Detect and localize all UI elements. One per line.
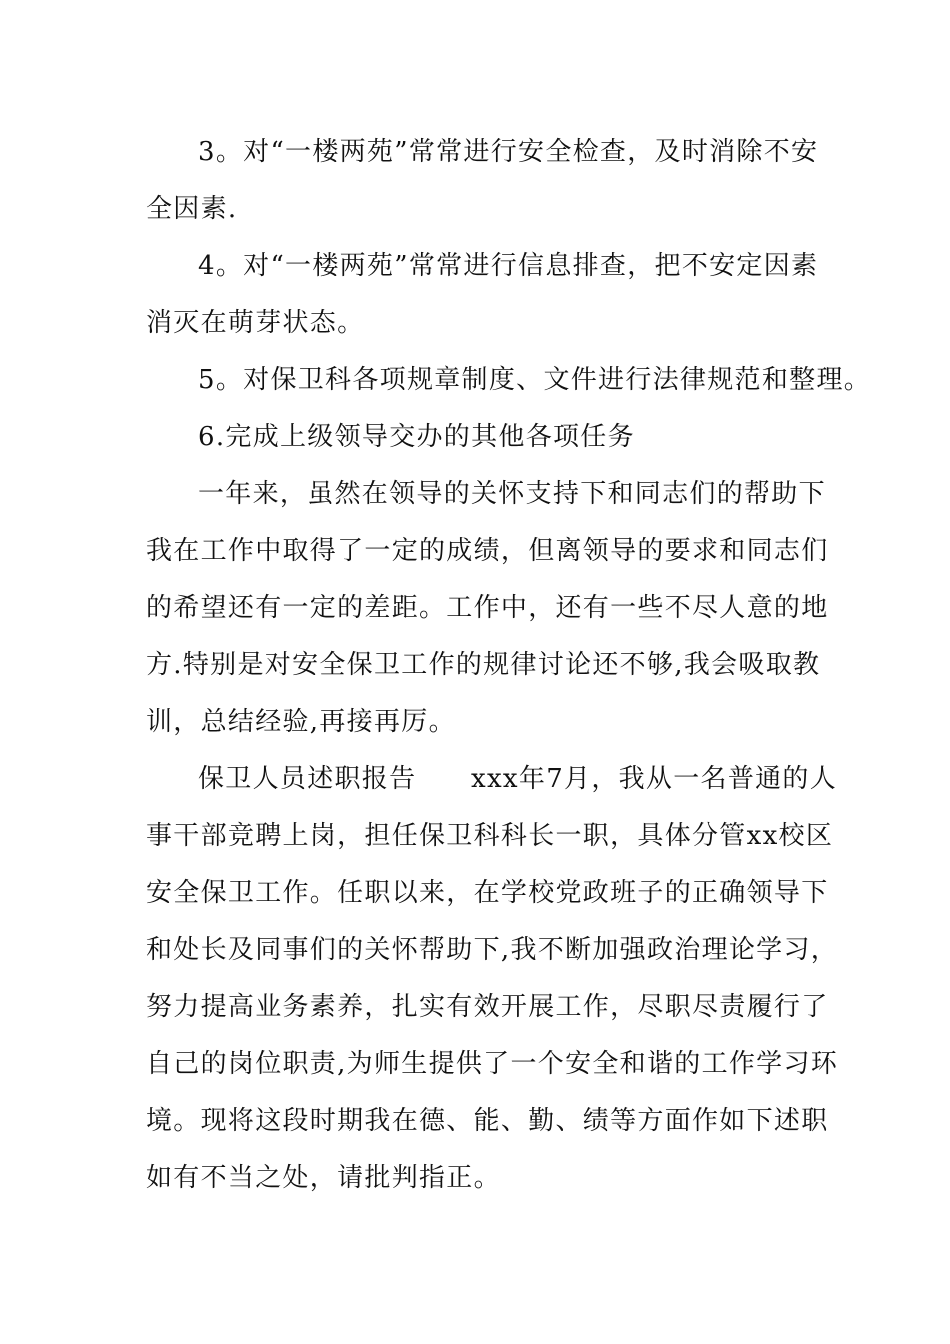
text-line: 事干部竞聘上岗，担任保卫科科长一职，具体分管xx校区 — [146, 821, 834, 851]
text-line: 努力提高业务素养，扎实有效开展工作，尽职尽责履行了 — [146, 992, 829, 1022]
text-line: 境。现将这段时期我在德、能、勤、绩等方面作如下述职 — [146, 1106, 829, 1136]
text-line: 方.特别是对安全保卫工作的规律讨论还不够,我会吸取教 — [146, 650, 821, 680]
text-line: 的希望还有一定的差距。工作中，还有一些不尽人意的地 — [146, 593, 829, 623]
text-line: 和处长及同事们的关怀帮助下,我不断加强政治理论学习， — [146, 935, 839, 965]
text-line: 5。对保卫科各项规章制度、文件进行法律规范和整理。 — [198, 365, 872, 395]
text-line: 一年来，虽然在领导的关怀支持下和同志们的帮助下 — [198, 479, 826, 509]
text-line: 4。对“一楼两苑”常常进行信息排查，把不安定因素 — [198, 251, 819, 281]
text-line: 自己的岗位职责,为师生提供了一个安全和谐的工作学习环 — [146, 1049, 839, 1079]
text-line: 保卫人员述职报告 xxx年7月，我从一名普通的人 — [198, 764, 838, 794]
text-line: 6.完成上级领导交办的其他各项任务 — [198, 422, 635, 452]
text-line: 我在工作中取得了一定的成绩，但离领导的要求和同志们 — [146, 536, 829, 566]
text-line: 安全保卫工作。任职以来，在学校党政班子的正确领导下 — [146, 878, 829, 908]
text-line: 训，总结经验,再接再厉。 — [146, 707, 456, 737]
text-line: 3。对“一楼两苑”常常进行安全检查，及时消除不安 — [198, 137, 819, 167]
text-line: 如有不当之处，请批判指正。 — [146, 1163, 501, 1193]
text-line: 消灭在萌芽状态。 — [146, 308, 365, 338]
text-line: 全因素. — [146, 194, 238, 224]
